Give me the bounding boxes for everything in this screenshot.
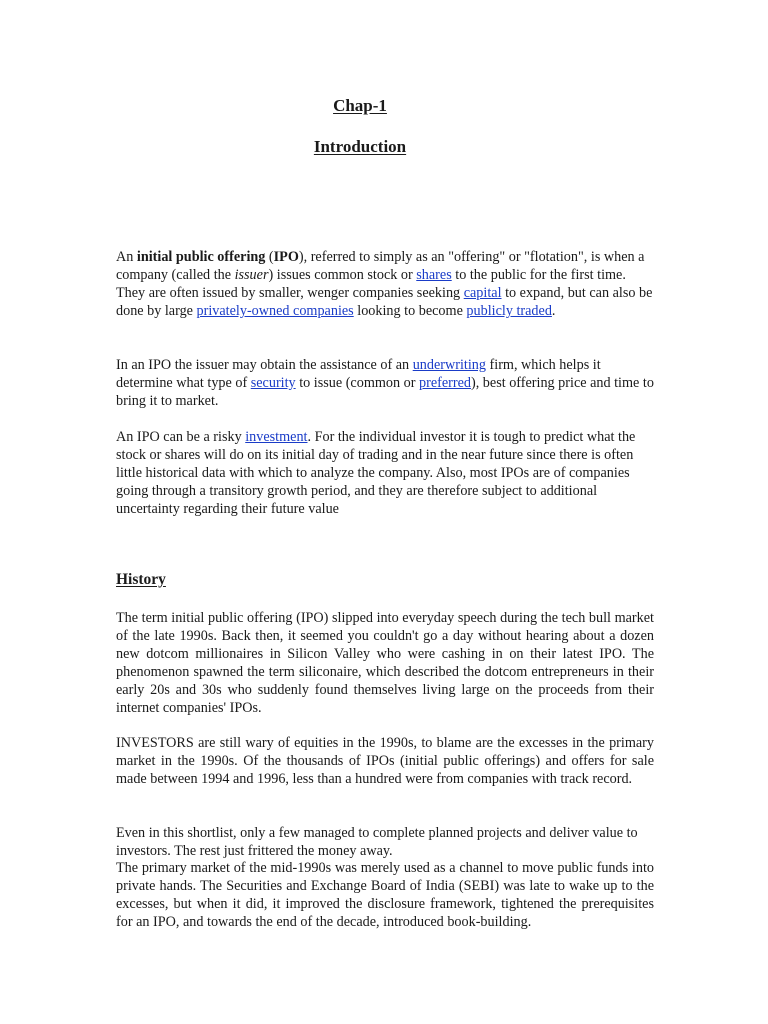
text-run: firm, which helps it determine what type of (116, 357, 601, 391)
intro-paragraph-2 (116, 356, 654, 410)
section-title: Introduction (313, 137, 407, 156)
history-heading: History (116, 571, 166, 588)
text-run: ) issues common stock or (268, 267, 417, 283)
history-paragraph-2: INVESTORS are still wary of equities in the 1990s, to blame are the excesses in the primary market in the 1990s. Of the thousands of IPOs (initial public offerings) and offers for sale made between 1994 and 1996, less than a hundred were from companies with track record. (116, 735, 654, 787)
text-run: . For the individual investor it is tough to predict what the stock or shares will do on its initial day of trading and in the near future since there is often little historical data with which to analyze the company. Also, most IPOs are of companies going through a transitory growth period, and they are therefore subject to additional uncertainty regarding their future value (116, 429, 636, 517)
link-publicly-traded[interactable]: publicly traded (466, 303, 552, 319)
link-investment[interactable]: investment (245, 429, 308, 445)
history-paragraph-4: The primary market of the mid-1990s was merely used as a channel to move public funds into private hands. The Securities and Exchange Board of India (SEBI) was late to wake up to the excesses, but when it did, it improved the disclosure framework, tightened the prerequisites for an IPO, and towards the end of the decade, introduced book-building. (116, 860, 654, 930)
link-security[interactable]: security (250, 375, 296, 391)
intro-paragraph-3 (116, 428, 654, 518)
text-run: looking to become (353, 303, 467, 319)
link-shares[interactable]: shares (416, 267, 452, 283)
bold-term: initial public offering (136, 249, 266, 265)
text-run: ( (265, 249, 274, 265)
link-privately-owned-companies[interactable]: privately-owned companies (196, 303, 354, 319)
bold-term: IPO (273, 249, 299, 265)
text-run: An (116, 249, 137, 265)
history-paragraph-1: The term initial public offering (IPO) slipped into everyday speech during the tech bull market of the late 1990s. Back then, it seemed you couldn't go a day without hearing about a dozen new dotcom millionaires in Silicon Valley who were cashing in on their latest IPO. The phenomenon spawned the term siliconaire, which described the dotcom entrepreneurs in their early 20s and 30s who suddenly found themselves living large on the proceeds from their internet companies' IPOs. (116, 610, 654, 716)
link-underwriting[interactable]: underwriting (412, 357, 486, 373)
link-preferred[interactable]: preferred (419, 375, 471, 391)
chapter-title: Chap-1 (333, 96, 387, 115)
link-capital[interactable]: capital (463, 285, 502, 301)
text-run: to expand, but can also be done by large (116, 285, 653, 319)
text-run: . (551, 303, 556, 319)
text-run: to issue (common or (295, 375, 419, 391)
text-run: ), referred to simply as an "offering" or "flotation", is when a company (called the (116, 249, 645, 283)
intro-paragraph-1 (116, 248, 654, 320)
history-paragraph-3: Even in this shortlist, only a few managed to complete planned projects and deliver value to investors. The rest just frittered the money away. (116, 825, 638, 859)
text-run: An IPO can be a risky (116, 429, 246, 445)
italic-term: issuer (234, 267, 269, 283)
text-run: In an IPO the issuer may obtain the assistance of an (116, 357, 413, 373)
text-run: to the public for the first time. They are often issued by smaller, wenger companies seeking (116, 267, 626, 301)
text-run: ), best offering price and time to bring it to market. (116, 375, 654, 409)
